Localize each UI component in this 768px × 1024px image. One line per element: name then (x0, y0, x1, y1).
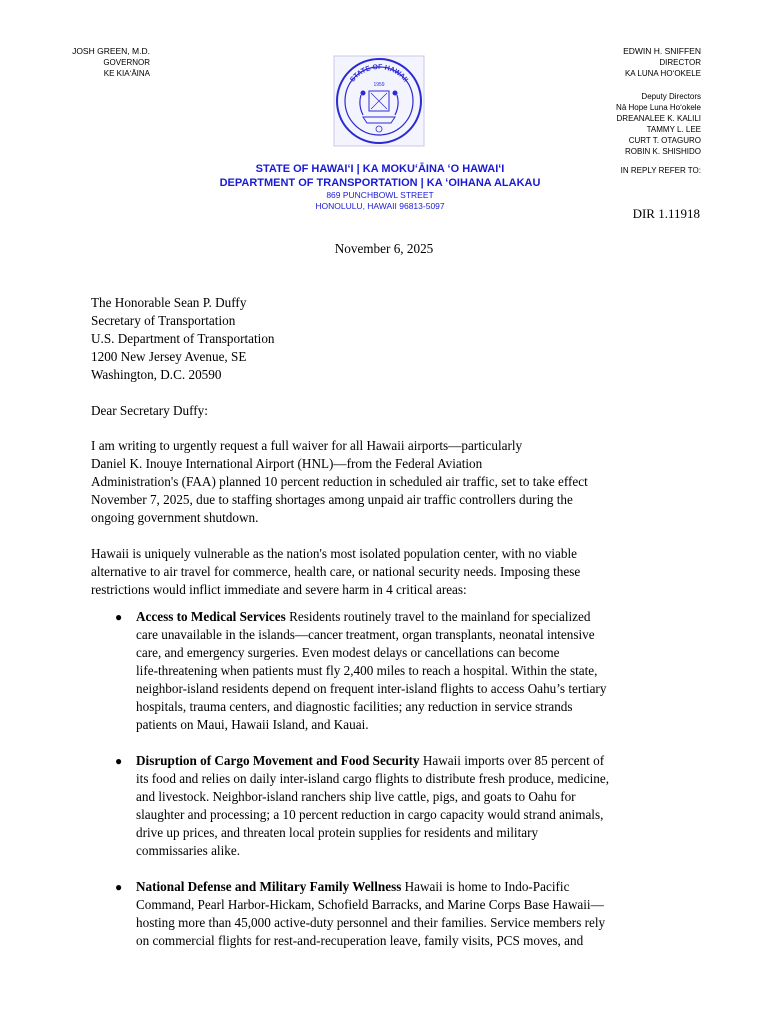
state-seal-icon (333, 55, 425, 147)
list-item (91, 608, 691, 734)
point-line: commissaries alike. (136, 843, 241, 858)
address-line: Washington, D.C. 20590 (91, 367, 222, 382)
list-item (91, 752, 691, 860)
point-line: drive up prices, and threaten local protein supplies for residents and military (136, 825, 539, 840)
point-line: patients on Maui, Hawaii Island, and Kauai. (136, 717, 369, 732)
point-line: slaughter and processing; a 10 percent reduction in cargo capacity would strand animals, (136, 807, 604, 822)
recipient-address (91, 294, 691, 384)
governor-title: GOVERNOR (103, 58, 150, 67)
governor-block (55, 46, 150, 79)
director-block (551, 46, 701, 176)
point-line: Residents routinely travel to the mainland for specialized (285, 609, 591, 624)
point-line: hosting more than 45,000 active-duty personnel and their families. Service members rely (136, 915, 606, 930)
bullet-icon: ● (115, 880, 123, 894)
point-line: Command, Pearl Harbor-Hickam, Schofield Barracks, and Marine Corps Base Hawaii— (136, 897, 604, 912)
point-line: Hawaii is home to Indo-Pacific (401, 879, 570, 894)
department-heading (150, 162, 610, 212)
paragraph-line: Hawaii is uniquely vulnerable as the nation's most isolated population center, with no viable (91, 546, 578, 561)
deputy-name: ROBIN K. SHISHIDO (624, 147, 701, 156)
director-title: DIRECTOR (659, 58, 701, 67)
point-line: hospitals, trauma centers, and diagnostic facilities; any reduction in service strands (136, 699, 573, 714)
point-line: and livestock. Neighbor-island ranchers ship live cattle, pigs, and goats to Oahu for (136, 789, 576, 804)
department-street: 869 PUNCHBOWL STREET (326, 190, 434, 200)
list-item (91, 878, 691, 950)
point-line: life-threatening when patients must fly 2,400 miles to reach a hospital. Within the state, (136, 663, 598, 678)
paragraph-line: restrictions would inflict immediate and severe harm in 4 critical areas: (91, 582, 467, 597)
paragraph-line: ongoing government shutdown. (91, 510, 259, 525)
deputy-name: CURT T. OTAGURO (628, 136, 701, 145)
bullet-icon: ● (115, 610, 123, 624)
address-line: Secretary of Transportation (91, 313, 236, 328)
department-state-line: STATE OF HAWAIʻI | KA MOKUʻĀINA ʻO HAWAIʻI (255, 163, 505, 175)
address-line: The Honorable Sean P. Duffy (91, 295, 247, 310)
director-name: EDWIN H. SNIFFEN (623, 46, 701, 56)
critical-areas-list (91, 608, 691, 968)
point-line: neighbor-island residents depend on frequent inter-island flights to access Oahu’s tertiary (136, 681, 607, 696)
point-line: care, and emergency surgeries. Even modest delays or cancellations can become (136, 645, 560, 660)
address-line: U.S. Department of Transportation (91, 331, 275, 346)
department-name-line: DEPARTMENT OF TRANSPORTATION | KA ʻOIHANA ALAKAU (219, 177, 541, 189)
deputy-name: TAMMY L. LEE (646, 125, 701, 134)
governor-title-hawaiian: KE KIAʻĀINA (103, 69, 150, 78)
point-line: care unavailable in the islands—cancer treatment, organ transplants, neonatal intensive (136, 627, 595, 642)
paragraph-request (91, 437, 691, 527)
department-city: HONOLULU, HAWAII 96813-5097 (315, 201, 445, 211)
address-line: 1200 New Jersey Avenue, SE (91, 349, 247, 364)
paragraph-line: Administration's (FAA) planned 10 percent reduction in scheduled air traffic, set to take effect (91, 474, 588, 489)
bullet-icon: ● (115, 754, 123, 768)
reply-label: IN REPLY REFER TO: (620, 166, 701, 175)
deputy-heading-hawaiian: Nā Hope Luna Hoʻokele (616, 103, 701, 112)
reference-number: DIR 1.11918 (632, 206, 700, 221)
point-heading: National Defense and Military Family Wellness (136, 879, 402, 894)
paragraph-line: Daniel K. Inouye International Airport (HNL)—from the Federal Aviation (91, 456, 483, 471)
point-line: its food and relies on daily inter-island cargo flights to distribute fresh produce, medicine, (136, 771, 610, 786)
paragraph-line: alternative to air travel for commerce, health care, or national security needs. Imposing these (91, 564, 581, 579)
paragraph-line: November 7, 2025, due to staffing shortages among unpaid air traffic controllers during the (91, 492, 573, 507)
director-title-hawaiian: KA LUNA HOʻOKELE (624, 69, 701, 78)
seal-text: STATE OF HAWAII (349, 63, 409, 84)
seal-year: 1959 (373, 82, 385, 88)
deputy-name: DREANALEE K. KALILI (616, 114, 701, 123)
point-line: on commercial flights for rest-and-recuperation leave, family visits, PCS moves, and (136, 933, 584, 948)
point-heading: Disruption of Cargo Movement and Food Security (136, 753, 420, 768)
deputy-heading: Deputy Directors (641, 92, 701, 101)
paragraph-line: I am writing to urgently request a full waiver for all Hawaii airports—particularly (91, 438, 523, 453)
point-line: Hawaii imports over 85 percent of (419, 753, 605, 768)
salutation: Dear Secretary Duffy: (91, 403, 208, 418)
paragraph-vulnerability (91, 545, 691, 599)
letter-date: November 6, 2025 (334, 241, 434, 256)
governor-name: JOSH GREEN, M.D. (72, 46, 150, 56)
point-heading: Access to Medical Services (136, 609, 286, 624)
